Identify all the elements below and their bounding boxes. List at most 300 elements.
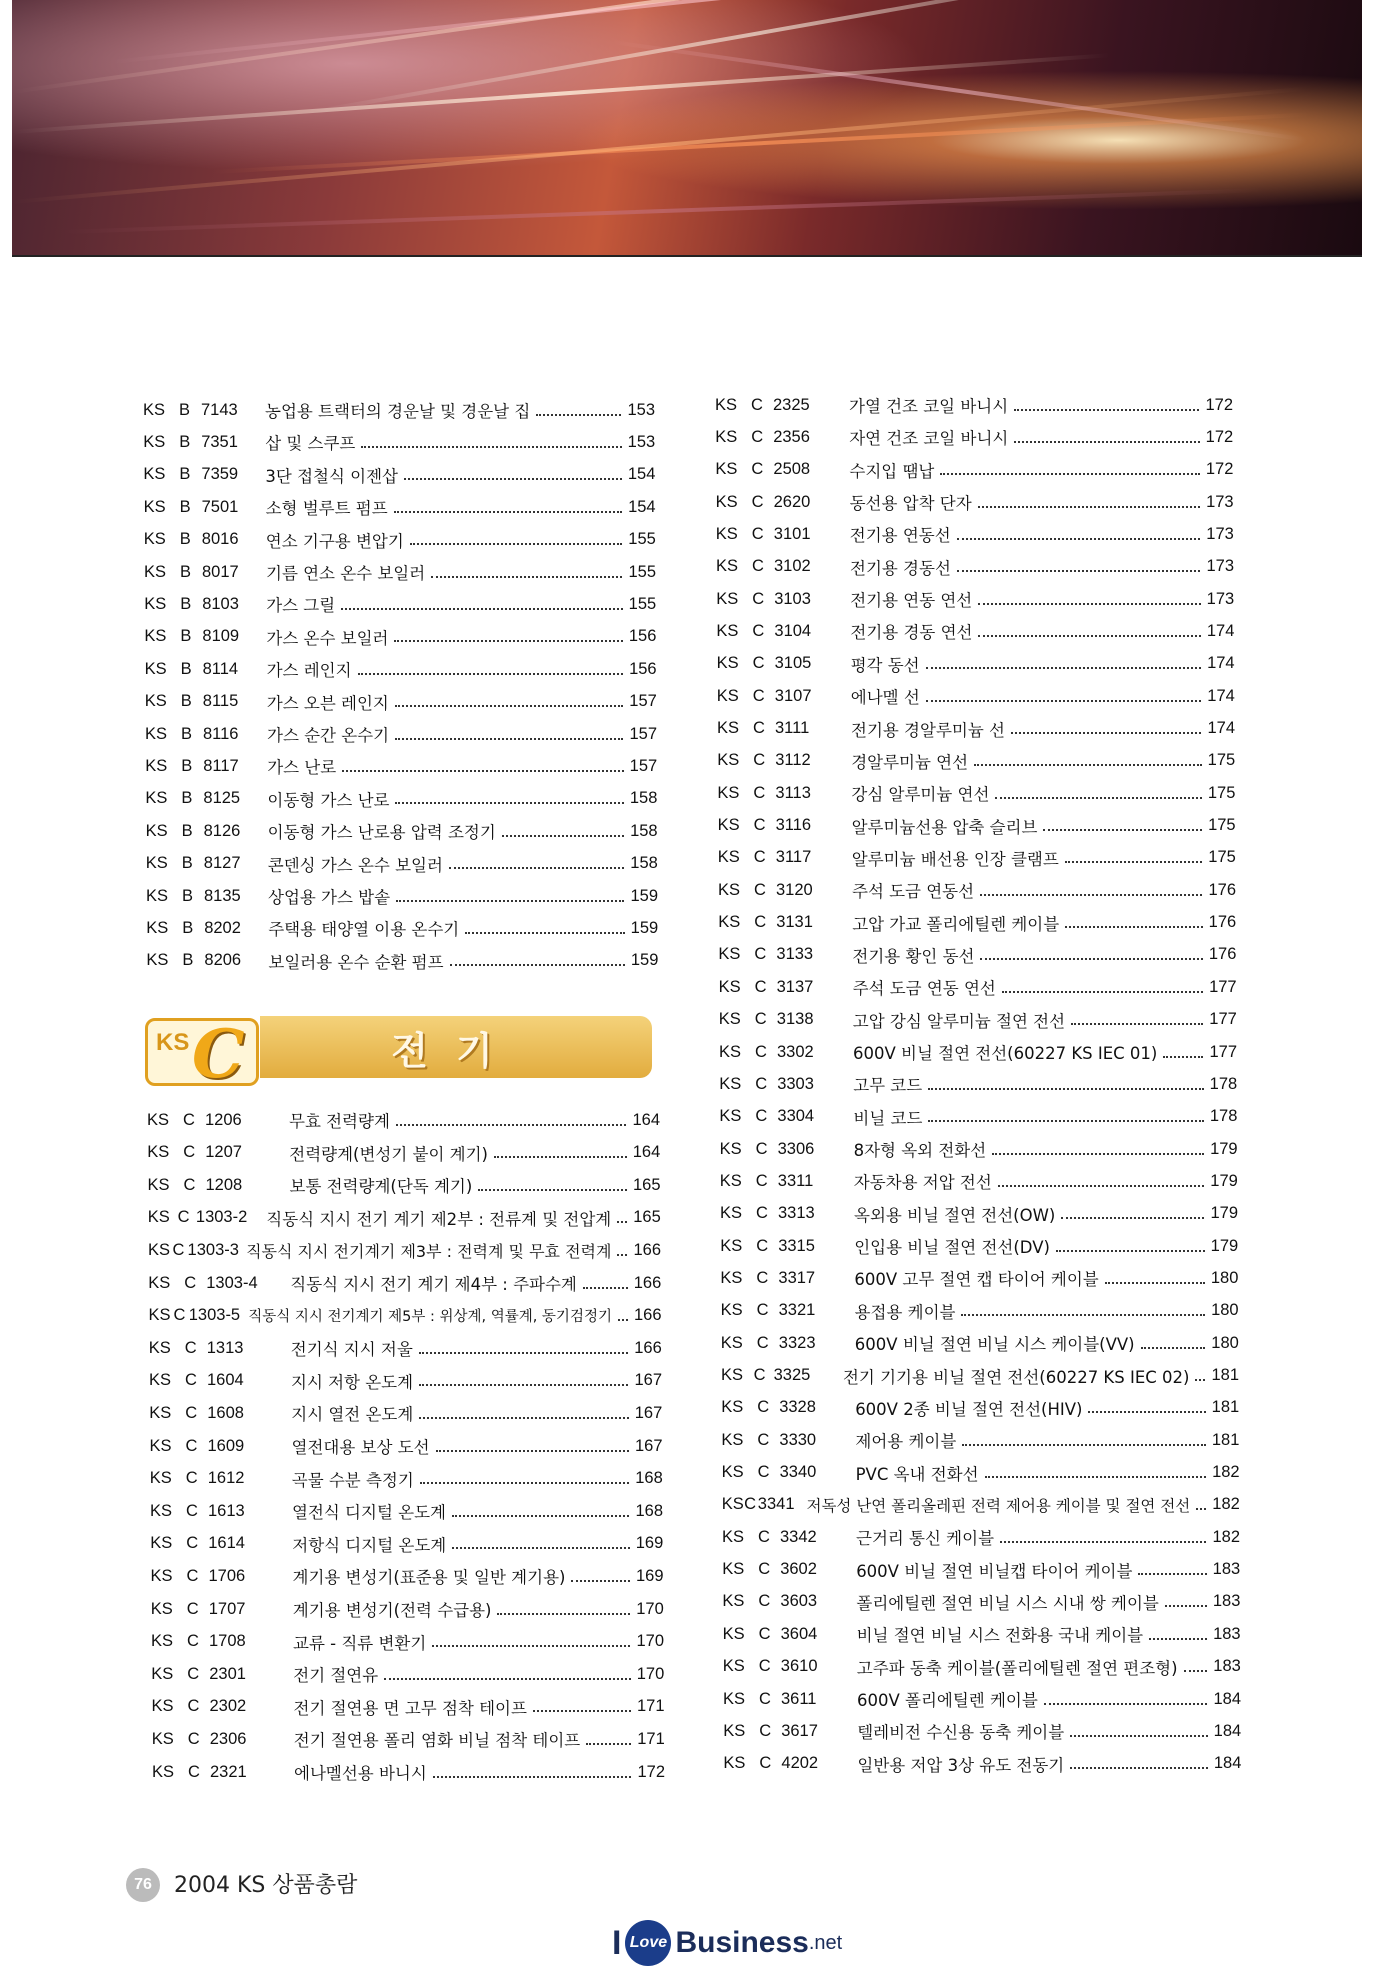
entry-title: 열전대용 보상 도선 [291,1438,430,1457]
standard-prefix: KS [722,1592,745,1611]
standard-prefix: KS [721,1430,744,1449]
page-number: 175 [1208,816,1236,835]
dot-leader [1149,1637,1207,1640]
entry-title: 이동형 가스 난로 [267,790,390,810]
entry-title: PVC 옥내 전화선 [855,1464,979,1484]
entry-title: 전기 절연유 [293,1666,379,1686]
class-letter: C [755,1107,768,1126]
standard-prefix: KS [723,1721,746,1740]
dot-leader [341,607,622,610]
standard-prefix: KS [717,783,740,802]
class-letter: C [753,816,766,835]
brand-i: I [612,1923,622,1962]
standard-number: 3328 [779,1398,816,1417]
standard-number: 8109 [202,627,240,646]
standard-prefix: KS [715,492,738,511]
entry-title: 저독성 난연 폴리올레핀 전력 제어용 케이블 및 절연 전선 [806,1496,1191,1515]
entry-title: 600V 폴리에틸렌 케이블 [857,1691,1038,1710]
dot-leader [992,1152,1204,1155]
index-entry [721,1394,1239,1422]
page-number: 172 [637,1762,665,1781]
page-number: 172 [1205,427,1234,446]
entry-title: 삽 및 스쿠프 [265,434,356,454]
standard-prefix: KS [718,945,741,964]
class-letter: C [753,719,765,737]
dot-leader [974,763,1202,766]
standard-number: 2508 [773,460,811,479]
standard-prefix: KS [143,530,166,549]
standard-number: 1614 [208,1534,245,1553]
standard-number: 8202 [204,918,241,937]
dot-leader [420,1481,629,1484]
dot-leader [998,1184,1204,1187]
index-entry [148,1171,661,1199]
standard-number: 3104 [774,621,812,640]
class-letter: C [183,1175,196,1194]
dot-leader [384,1677,631,1680]
entry-title: 직동식 지시 전기 계기 제4부 : 주파수계 [290,1275,577,1294]
dot-leader [433,1775,632,1778]
entry-title: 제어용 케이블 [855,1432,957,1452]
index-entry [721,1426,1239,1454]
page-number: 170 [636,1632,664,1651]
standard-prefix: KS [151,1697,174,1716]
page-number: 179 [1210,1204,1238,1223]
class-letter: C [756,1333,769,1352]
dot-leader [394,510,622,513]
page-number: 176 [1208,880,1236,899]
entry-title: 8자형 옥외 전화선 [853,1141,987,1161]
index-entry [719,1038,1237,1066]
standard-number: 3113 [775,783,811,802]
dot-leader [1070,1766,1208,1769]
index-entry [716,520,1234,548]
page-number: 170 [636,1664,665,1683]
class-letter: C [183,1110,195,1129]
class-letter: C [757,1430,770,1449]
entry-title: 전기 절연용 폴리 염화 비닐 점착 테이프 [293,1731,581,1751]
entry-title: 텔레비전 수신용 동축 케이블 [857,1723,1065,1743]
class-letter: C [172,1240,185,1259]
dot-leader [394,639,622,642]
index-entry [145,655,657,683]
dot-leader [432,1644,630,1647]
standard-prefix: KS [148,1240,171,1259]
dot-leader [1056,1249,1205,1252]
entry-title: 600V 비닐 절연 전선(60227 KS IEC 01) [853,1044,1158,1063]
page-number: 184 [1213,1721,1242,1740]
standard-number: 1313 [206,1338,244,1357]
dot-leader [395,801,623,804]
standard-prefix: KS [147,1208,170,1227]
dot-leader [395,704,623,707]
dot-leader [1163,1055,1203,1058]
standard-prefix: KS [716,621,739,640]
standard-number: 8115 [202,692,239,711]
standard-prefix: KS [722,1624,745,1643]
entry-title: 인입용 비닐 절연 전선(DV) [854,1238,1050,1258]
index-entry [717,747,1235,775]
entry-title: 3단 접철식 이젠삽 [265,466,398,486]
class-letter: C [186,1501,198,1520]
standard-number: 1604 [207,1371,244,1390]
page-number: 156 [629,659,657,678]
entry-title: 고압 가교 폴리에틸렌 케이블 [852,914,1060,934]
class-letter: C [185,1371,197,1390]
dot-leader [419,1416,628,1419]
index-entry [719,973,1237,1001]
standard-number: 3117 [775,848,812,867]
standard-prefix: KS [149,1469,172,1488]
page-number: 159 [630,918,659,937]
entry-title: 600V 고무 절연 캡 타이어 케이블 [854,1270,1099,1290]
index-entry [152,1725,665,1753]
standard-number: 7143 [201,400,238,419]
class-letter: C [758,1560,771,1579]
index-entry [149,1334,662,1362]
standard-prefix: KS [722,1527,745,1546]
dot-leader [1044,1702,1208,1705]
standard-number: 1613 [208,1501,245,1520]
header-banner-image [12,0,1362,255]
standard-prefix: KS [147,1110,170,1129]
class-letter: B [180,562,192,581]
dot-leader [961,1313,1205,1316]
standard-number: 3341 [757,1495,795,1514]
standard-number: 1207 [205,1143,242,1162]
index-entry [152,1693,665,1721]
dot-leader [342,769,623,772]
entry-title: 보일러용 온수 순환 펌프 [268,952,444,972]
index-entry [149,1302,662,1330]
page-number: 182 [1212,1527,1240,1546]
dot-leader [617,1253,627,1256]
class-letter: C [751,460,764,479]
brand-logo [612,1918,842,1968]
class-letter: C [188,1762,200,1781]
class-letter: C [759,1689,771,1708]
index-entry [717,715,1235,743]
standard-prefix: KS [719,1139,742,1158]
dot-leader [926,699,1201,702]
standard-prefix: KS [720,1236,743,1255]
standard-prefix: KS [715,395,738,414]
page-number: 175 [1208,848,1236,867]
dot-leader [478,1188,627,1191]
standard-prefix: KS [717,719,740,737]
standard-number: 3112 [775,751,811,770]
page-number: 182 [1212,1495,1240,1514]
page-number: 178 [1209,1107,1238,1126]
standard-number: 3313 [778,1204,815,1223]
entry-title: 주택용 태양열 이용 온수기 [268,920,460,940]
class-letter: B [180,659,192,678]
page-number: 177 [1209,1042,1237,1061]
index-entry [722,1459,1240,1487]
standard-number: 2302 [209,1697,247,1716]
dot-leader [1014,408,1199,411]
entry-title: 저항식 디지털 온도계 [292,1535,447,1555]
standard-number: 3342 [780,1527,817,1546]
standard-prefix: KS [716,557,739,576]
page-number: 181 [1211,1366,1239,1384]
dot-leader [1184,1669,1208,1672]
page-number: 155 [628,530,656,549]
entry-title: 600V 2종 비닐 절연 전선(HIV) [855,1399,1083,1419]
dot-leader [1141,1346,1206,1349]
index-entry [147,1139,660,1167]
dot-leader [957,569,1201,572]
class-letter: B [180,594,192,613]
page-number: 154 [628,497,656,516]
dot-leader [395,737,623,740]
standard-prefix: KS [148,1338,171,1357]
entry-title: 가스 그릴 [266,596,336,616]
page-number: 181 [1211,1430,1240,1449]
dot-leader [980,957,1202,960]
page-number: 158 [630,821,658,840]
index-entry [721,1362,1239,1390]
standard-prefix: KS [146,951,169,970]
standard-number: 3103 [774,589,811,608]
light-streak [612,40,1306,141]
entry-title: 옥외용 비닐 절연 전선(OW) [854,1205,1056,1225]
index-entry [148,1204,661,1232]
dot-leader [1070,1734,1207,1737]
dot-leader [583,1286,628,1289]
entry-title: 직동식 지시 전기계기 제5부 : 위상계, 역률계, 동기검정기 [248,1309,612,1326]
page-number: 175 [1207,751,1236,770]
page-number: 179 [1210,1171,1238,1190]
entry-title: 직동식 지시 전기 계기 제2부 : 전류계 및 전압계 [266,1209,612,1229]
index-entry [719,1103,1237,1131]
standard-number: 3323 [778,1333,816,1352]
dot-leader [978,602,1200,605]
standard-number: 3302 [777,1042,814,1061]
entry-title: 비닐 절연 비닐 시스 전화용 국내 케이블 [856,1626,1144,1646]
index-entry [146,850,658,878]
dot-leader [533,1709,631,1712]
class-letter: C [187,1664,200,1683]
entry-title: 용접용 케이블 [854,1302,956,1322]
class-letter: C [173,1306,186,1325]
index-entry [718,941,1236,969]
page-number: 179 [1210,1236,1239,1255]
class-letter: B [181,854,193,873]
index-entry [150,1497,663,1525]
page-number: 166 [633,1240,661,1259]
standard-number: 3111 [775,719,810,737]
standard-prefix: KS [717,751,740,770]
standard-prefix: KS [145,789,168,808]
dot-leader [1014,440,1199,443]
dot-leader [410,542,622,545]
standard-number: 3602 [780,1560,817,1579]
page-number: 171 [636,1697,665,1716]
class-letter: C [183,1143,196,1162]
entry-title: 고압 강심 알루미늄 절연 전선 [852,1011,1066,1031]
index-entry [719,1070,1237,1098]
page-number: 157 [629,724,657,743]
dot-leader [536,413,621,416]
standard-number: 3131 [776,913,813,932]
class-letter: C [752,621,765,640]
standard-prefix: KS [721,1366,744,1384]
dot-leader [985,1475,1207,1478]
footer-title: 2004 KS 상품총람 [174,1873,358,1898]
entry-title: 동선용 압착 단자 [849,494,972,514]
page-number: 180 [1210,1268,1239,1287]
dot-leader [571,1579,630,1582]
entry-title: 전기용 연동선 [849,526,951,546]
class-letter: C [744,1495,757,1514]
class-letter: B [181,789,193,808]
page-number: 174 [1207,719,1235,737]
page-number: 173 [1206,557,1234,576]
index-entry [723,1750,1241,1778]
standard-number: 2306 [209,1729,247,1748]
page-number: 166 [634,1338,662,1357]
dot-leader [928,1119,1203,1122]
index-entry [146,914,658,942]
entry-title: 가열 건조 코일 바니시 [849,397,1009,416]
standard-prefix: KS [144,627,167,646]
dot-leader [431,575,622,578]
standard-number: 8016 [201,530,239,549]
standard-number: 8126 [203,821,241,840]
class-letter: C [751,395,763,414]
brand-heart-icon: Love [625,1920,671,1966]
standard-number: 8114 [202,659,239,678]
index-entry [717,682,1235,710]
index-entry [719,1006,1237,1034]
entry-title: 자연 건조 코일 바니시 [849,429,1009,449]
entry-title: 농업용 트랙터의 경운날 및 경운날 집 [265,402,531,421]
index-entry [717,650,1235,678]
page-number: 166 [633,1273,662,1292]
standard-prefix: KS [720,1301,743,1320]
page-number: 155 [628,562,656,581]
page-number: 172 [1205,460,1234,479]
page-number: 184 [1213,1754,1242,1773]
class-letter: C [757,1398,770,1417]
page-number: 176 [1208,913,1237,932]
dot-leader [449,866,624,869]
page-number: 183 [1213,1657,1241,1676]
dot-leader [419,1383,628,1386]
page-number: 183 [1213,1624,1241,1643]
page-number: 178 [1209,1074,1238,1093]
index-entry [715,423,1233,451]
page-number: 156 [628,627,657,646]
standard-number: 3603 [780,1592,818,1611]
entry-title: 전기용 황인 동선 [852,946,975,966]
page-number: 183 [1212,1592,1241,1611]
dot-leader [995,796,1201,799]
standard-number: 8017 [202,562,239,581]
dot-leader [1000,1540,1206,1543]
page-number: 158 [630,854,658,873]
page-number: 172 [1205,395,1233,414]
standard-number: 1303-5 [188,1306,241,1325]
page-number: 182 [1212,1463,1240,1482]
index-entry [144,558,656,586]
standard-number: 1208 [205,1175,243,1194]
index-entry [716,585,1234,613]
standard-prefix: KS [719,1107,742,1126]
entry-title: 비닐 코드 [853,1108,923,1128]
standard-number: 3137 [776,977,814,996]
standard-prefix: KS [723,1689,746,1708]
entry-title: 가스 레인지 [266,661,352,681]
dot-leader [494,1155,627,1158]
entry-title: 전기용 연동 연선 [850,591,973,611]
class-letter: B [181,756,193,775]
dot-leader [497,1612,630,1615]
dot-leader [396,1123,627,1126]
dot-leader [1065,925,1202,928]
index-entry [144,590,656,618]
standard-prefix: KS [146,886,169,905]
standard-number: 7359 [201,465,239,484]
page-number: 164 [632,1110,660,1129]
dot-leader [978,505,1200,508]
page-number: 167 [634,1403,663,1422]
brand-business: Business [675,1926,809,1959]
page-number: 153 [627,400,655,419]
standard-prefix: KS [718,1010,741,1029]
page-number: 179 [1210,1139,1238,1158]
standard-number: 3120 [776,880,813,899]
standard-number: 8103 [202,594,239,613]
standard-prefix: KS [144,594,167,613]
dot-leader [1061,1216,1204,1219]
dot-leader [1195,1378,1205,1381]
standard-number: 2356 [773,427,810,446]
index-entry [148,1269,661,1297]
standard-number: 8206 [204,951,242,970]
dot-leader [940,472,1200,475]
page-number: 154 [627,465,656,484]
page-number: 168 [635,1469,663,1488]
standard-prefix: KS [149,1371,172,1390]
dot-leader [980,893,1202,896]
index-entry [722,1588,1240,1616]
standard-prefix: KS [719,1042,742,1061]
entry-title: 고주파 동축 케이블(폴리에틸렌 절연 편조형) [856,1658,1178,1678]
dot-leader [1165,1604,1207,1607]
index-entry [148,1236,661,1264]
dot-leader [617,1220,627,1223]
standard-number: 1206 [205,1110,242,1129]
class-letter: C [751,492,764,511]
class-letter: C [752,557,764,576]
standard-number: 3133 [776,945,814,964]
standard-number: 1303-3 [187,1240,239,1259]
entry-title: 무효 전력량계 [289,1112,390,1131]
dot-leader [358,672,624,675]
entry-title: 에나멜 선 [850,688,920,708]
page-number: 157 [629,756,658,775]
entry-title: 전기용 경동선 [850,558,951,578]
page-number: 170 [636,1599,664,1618]
standard-number: 3610 [780,1657,818,1676]
class-letter: B [181,821,193,840]
entry-title: 전기식 지시 저울 [290,1340,413,1360]
class-letter: C [751,524,764,543]
standard-prefix: KS [152,1762,175,1781]
page-number: 177 [1209,977,1237,996]
